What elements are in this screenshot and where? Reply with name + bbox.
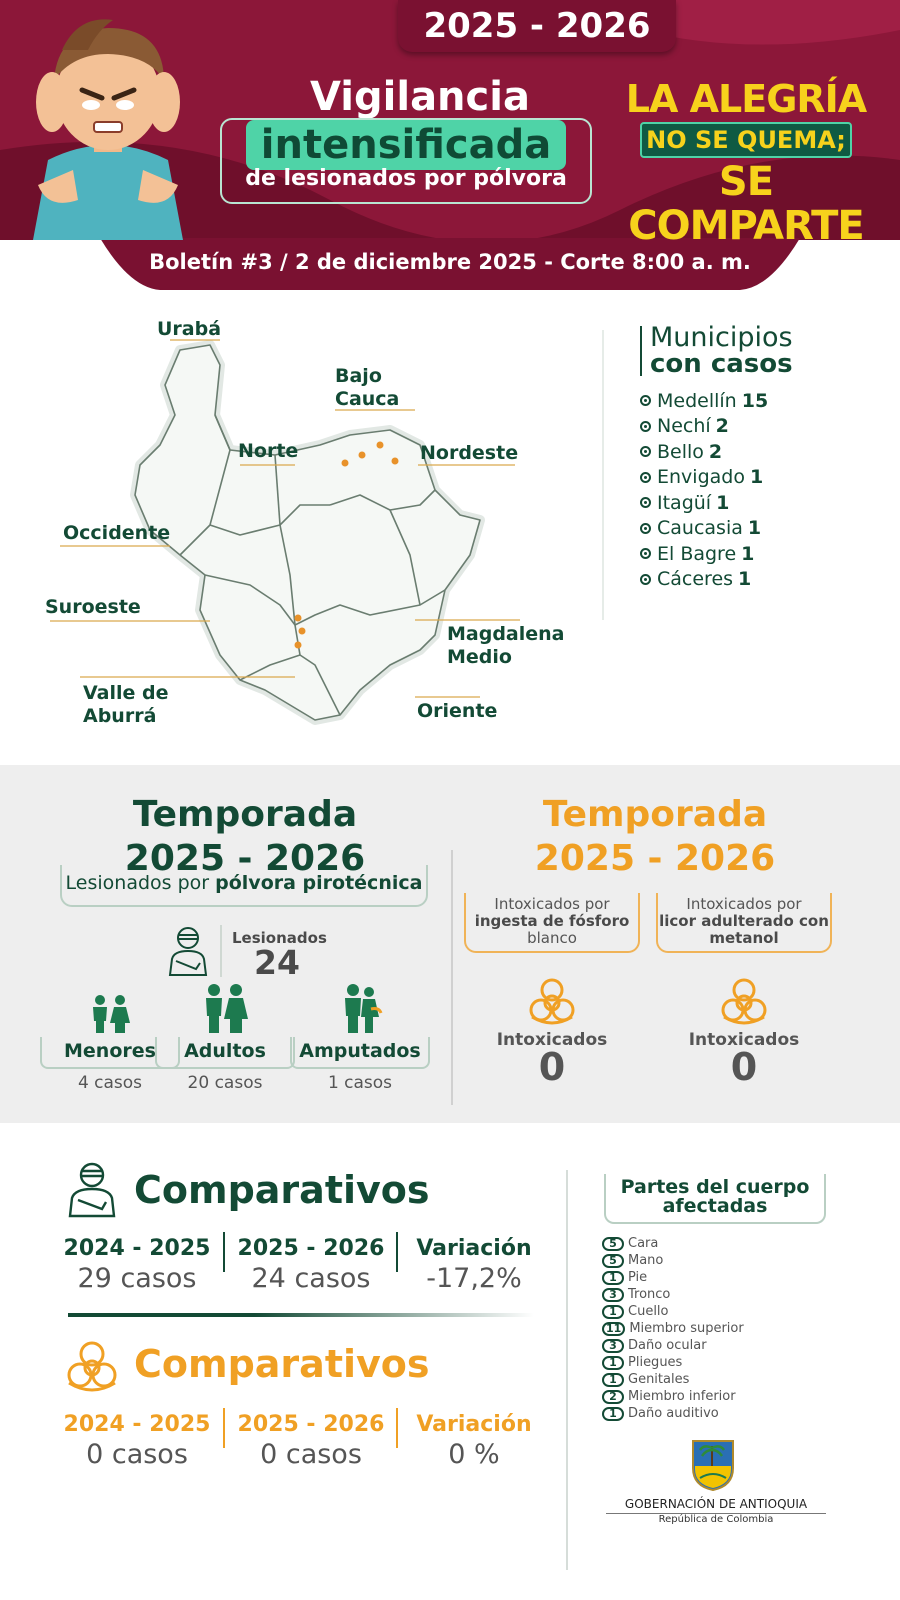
slogan [616, 78, 876, 248]
angry-kid-illustration [18, 10, 198, 240]
municipio-count: 2 [708, 440, 723, 463]
right-column-divider [566, 1170, 568, 1570]
municipio-name: Bello [657, 440, 704, 463]
injured-person-icon [166, 925, 210, 977]
body-part-name: Miembro superior [629, 1321, 744, 1336]
category-adultos [155, 983, 295, 1093]
municipio-count: 2 [715, 415, 729, 438]
subtitle-bold: pólvora pirotécnica [215, 872, 423, 894]
body-part-count: 5 [602, 1237, 624, 1251]
coat-of-arms-logo [690, 1438, 736, 1492]
comparativo-separator [223, 1408, 225, 1448]
list-item [602, 1320, 744, 1337]
comparativo-value: -17,2% [426, 1263, 522, 1294]
body-part-count: 1 [602, 1407, 624, 1421]
comparativo-column [394, 1412, 554, 1470]
municipio-count: 1 [741, 542, 755, 565]
season-divider [451, 850, 453, 1105]
municipio-name: Itagüí [657, 491, 712, 514]
list-item [602, 1286, 744, 1303]
amputee-icon [335, 983, 385, 1033]
category-value: 1 casos [327, 1073, 393, 1093]
intox-pre: Intoxicados por [494, 895, 610, 913]
comparativo-head: 2024 - 2025 [63, 1236, 211, 1261]
municipios-subtitle: con casos [650, 349, 793, 379]
bullet-icon [640, 446, 651, 457]
slogan-line-1: LA ALEGRÍA [625, 77, 867, 121]
comparativo-value: 0 casos [86, 1439, 188, 1470]
bulletin-info: Boletín #3 / 2 de diciembre 2025 - Corte 8:00 a. m. [149, 250, 751, 274]
municipio-name: Cáceres [657, 568, 734, 591]
bullet-icon [640, 497, 651, 508]
list-item [602, 1337, 744, 1354]
lesionados-value: 24 [254, 943, 300, 982]
comparativo-head: 2025 - 2026 [237, 1236, 385, 1261]
region-label-norte: Norte [238, 440, 299, 462]
comparativo-head: Variación [416, 1236, 532, 1261]
title-lesionados: de lesionados por pólvora [245, 166, 567, 191]
comparativo-column [57, 1412, 217, 1470]
body-part-name: Tronco [628, 1287, 671, 1302]
intox-value: 0 [538, 1045, 566, 1089]
category-label: Adultos [155, 1037, 295, 1069]
list-item [640, 439, 768, 465]
municipio-count: 1 [749, 466, 764, 489]
biohazard-icon [524, 977, 580, 1027]
body-part-count: 1 [602, 1271, 624, 1285]
season-right-title [470, 793, 840, 881]
body-part-count: 5 [602, 1254, 624, 1268]
intox-pre: Intoxicados por [686, 895, 802, 913]
season-left-title-line2: 2025 - 2026 [124, 838, 366, 879]
body-part-count: 11 [602, 1322, 625, 1336]
body-part-count: 3 [602, 1339, 624, 1353]
intox-label: Intoxicados [688, 1030, 800, 1050]
slogan-line-2: NO SE QUEMA; [640, 122, 852, 158]
list-item [602, 1235, 744, 1252]
title-intensificada: intensificada [246, 120, 566, 170]
municipio-count: 1 [716, 491, 730, 514]
season-section [0, 765, 900, 1123]
body-part-name: Pie [628, 1270, 648, 1285]
body-part-count: 2 [602, 1390, 624, 1404]
municipio-name: Nechí [657, 415, 711, 438]
bullet-icon [640, 472, 651, 483]
comparativos-title: Comparativos [134, 1342, 430, 1386]
body-part-name: Genitales [628, 1372, 690, 1387]
list-item [602, 1405, 744, 1422]
region-label-magdalena-medio: Magdalena Medio [447, 623, 565, 668]
body-part-count: 1 [602, 1305, 624, 1319]
region-label-nordeste: Nordeste [420, 442, 519, 464]
map-divider [602, 330, 604, 620]
case-marker [359, 452, 366, 459]
government-name: GOBERNACIÓN DE ANTIOQUIA [606, 1497, 826, 1514]
body-part-name: Daño ocular [628, 1338, 707, 1353]
body-part-name: Mano [628, 1253, 664, 1268]
header-banner [0, 0, 900, 290]
municipio-count: 1 [747, 517, 762, 540]
injured-person-icon [66, 1160, 118, 1218]
intox-value: 0 [730, 1045, 758, 1089]
intox-bold: licor adulterado con metanol [659, 912, 829, 947]
category-amputados [290, 983, 430, 1093]
body-part-count: 1 [602, 1356, 624, 1370]
municipios-title-bar [640, 326, 642, 376]
list-item [640, 490, 768, 516]
season-left-title-line1: Temporada [132, 794, 358, 835]
region-label-valle-aburra: Valle de Aburrá [83, 682, 169, 727]
season-year-tab: 2025 - 2026 [398, 0, 676, 52]
intox-label: Intoxicados [496, 1030, 608, 1050]
lesionados-label: Lesionados [232, 929, 327, 947]
region-label-uraba: Urabá [157, 318, 222, 340]
intox-box-metanol [656, 893, 832, 953]
government-subtitle: República de Colombia [658, 1514, 774, 1525]
list-item [640, 465, 768, 491]
bullet-icon [640, 523, 651, 534]
case-marker [295, 615, 302, 622]
body-part-name: Miembro inferior [628, 1389, 736, 1404]
case-marker [342, 460, 349, 467]
municipio-name: Caucasia [657, 517, 743, 540]
category-label: Menores [40, 1037, 180, 1069]
list-item [602, 1388, 744, 1405]
comparativo-column [231, 1236, 391, 1294]
body-part-name: Cuello [628, 1304, 669, 1319]
adults-icon [200, 983, 250, 1033]
body-part-count: 3 [602, 1288, 624, 1302]
list-item [640, 541, 768, 567]
bullet-icon [640, 395, 651, 406]
list-item [640, 388, 768, 414]
comparativo-head: 2025 - 2026 [237, 1412, 385, 1437]
municipio-count: 1 [738, 568, 752, 591]
region-label-bajo-cauca: Bajo Cauca [335, 365, 400, 410]
intox-box-fosforo [464, 893, 640, 953]
body-part-name: Cara [628, 1236, 659, 1251]
region-label-occidente: Occidente [63, 522, 171, 544]
body-part-name: Pliegues [628, 1355, 683, 1370]
municipio-name: El Bagre [657, 542, 737, 565]
biohazard-icon [716, 977, 772, 1027]
list-item [602, 1252, 744, 1269]
comparativos-title: Comparativos [134, 1168, 430, 1212]
body-parts-title: Partes del cuerpo afectadas [604, 1174, 826, 1224]
intox-post: blanco [527, 929, 577, 947]
list-item [602, 1269, 744, 1286]
comparativos-divider [68, 1313, 534, 1317]
title-vigilancia: Vigilancia [310, 74, 530, 120]
season-right-title-line1: Temporada [542, 794, 768, 835]
case-marker [295, 642, 302, 649]
comparativo-column [231, 1412, 391, 1470]
list-item [640, 567, 768, 593]
season-left-subtitle [60, 865, 428, 907]
comparativo-value: 29 casos [77, 1263, 197, 1294]
lesionados-separator [220, 925, 222, 977]
comparativo-column [394, 1236, 554, 1294]
list-item [640, 414, 768, 440]
region-label-suroeste: Suroeste [45, 596, 141, 618]
list-item [640, 516, 768, 542]
intox-bold: ingesta de fósforo [474, 912, 630, 930]
comparativo-value: 24 casos [251, 1263, 371, 1294]
biohazard-icon [62, 1340, 122, 1394]
comparativo-value: 0 % [448, 1439, 500, 1470]
municipio-count: 15 [741, 389, 769, 412]
case-marker [392, 458, 399, 465]
comparativo-value: 0 casos [260, 1439, 362, 1470]
comparativo-head: Variación [416, 1412, 532, 1437]
category-value: 20 casos [187, 1073, 263, 1093]
municipio-name: Medellín [657, 389, 737, 412]
children-icon [87, 993, 133, 1033]
list-item [602, 1371, 744, 1388]
region-label-oriente: Oriente [417, 700, 498, 722]
body-part-name: Daño auditivo [628, 1406, 719, 1421]
body-part-count: 1 [602, 1373, 624, 1387]
subtitle-prefix: Lesionados por [65, 872, 210, 894]
bullet-icon [640, 574, 651, 585]
bullet-icon [640, 548, 651, 559]
list-item [602, 1354, 744, 1371]
municipio-name: Envigado [657, 466, 745, 489]
season-right-title-line2: 2025 - 2026 [534, 838, 776, 879]
municipios-list [640, 388, 768, 592]
case-marker [299, 628, 306, 635]
comparativo-separator [223, 1232, 225, 1272]
category-label: Amputados [290, 1037, 430, 1069]
case-marker [377, 442, 384, 449]
comparativo-head: 2024 - 2025 [63, 1412, 211, 1437]
body-parts-list [602, 1235, 744, 1422]
category-value: 4 casos [77, 1073, 143, 1093]
bullet-icon [640, 421, 651, 432]
list-item [602, 1303, 744, 1320]
comparativo-column [57, 1236, 217, 1294]
municipios-title: Municipios [650, 322, 793, 353]
slogan-line-3: SE COMPARTE [628, 159, 864, 249]
